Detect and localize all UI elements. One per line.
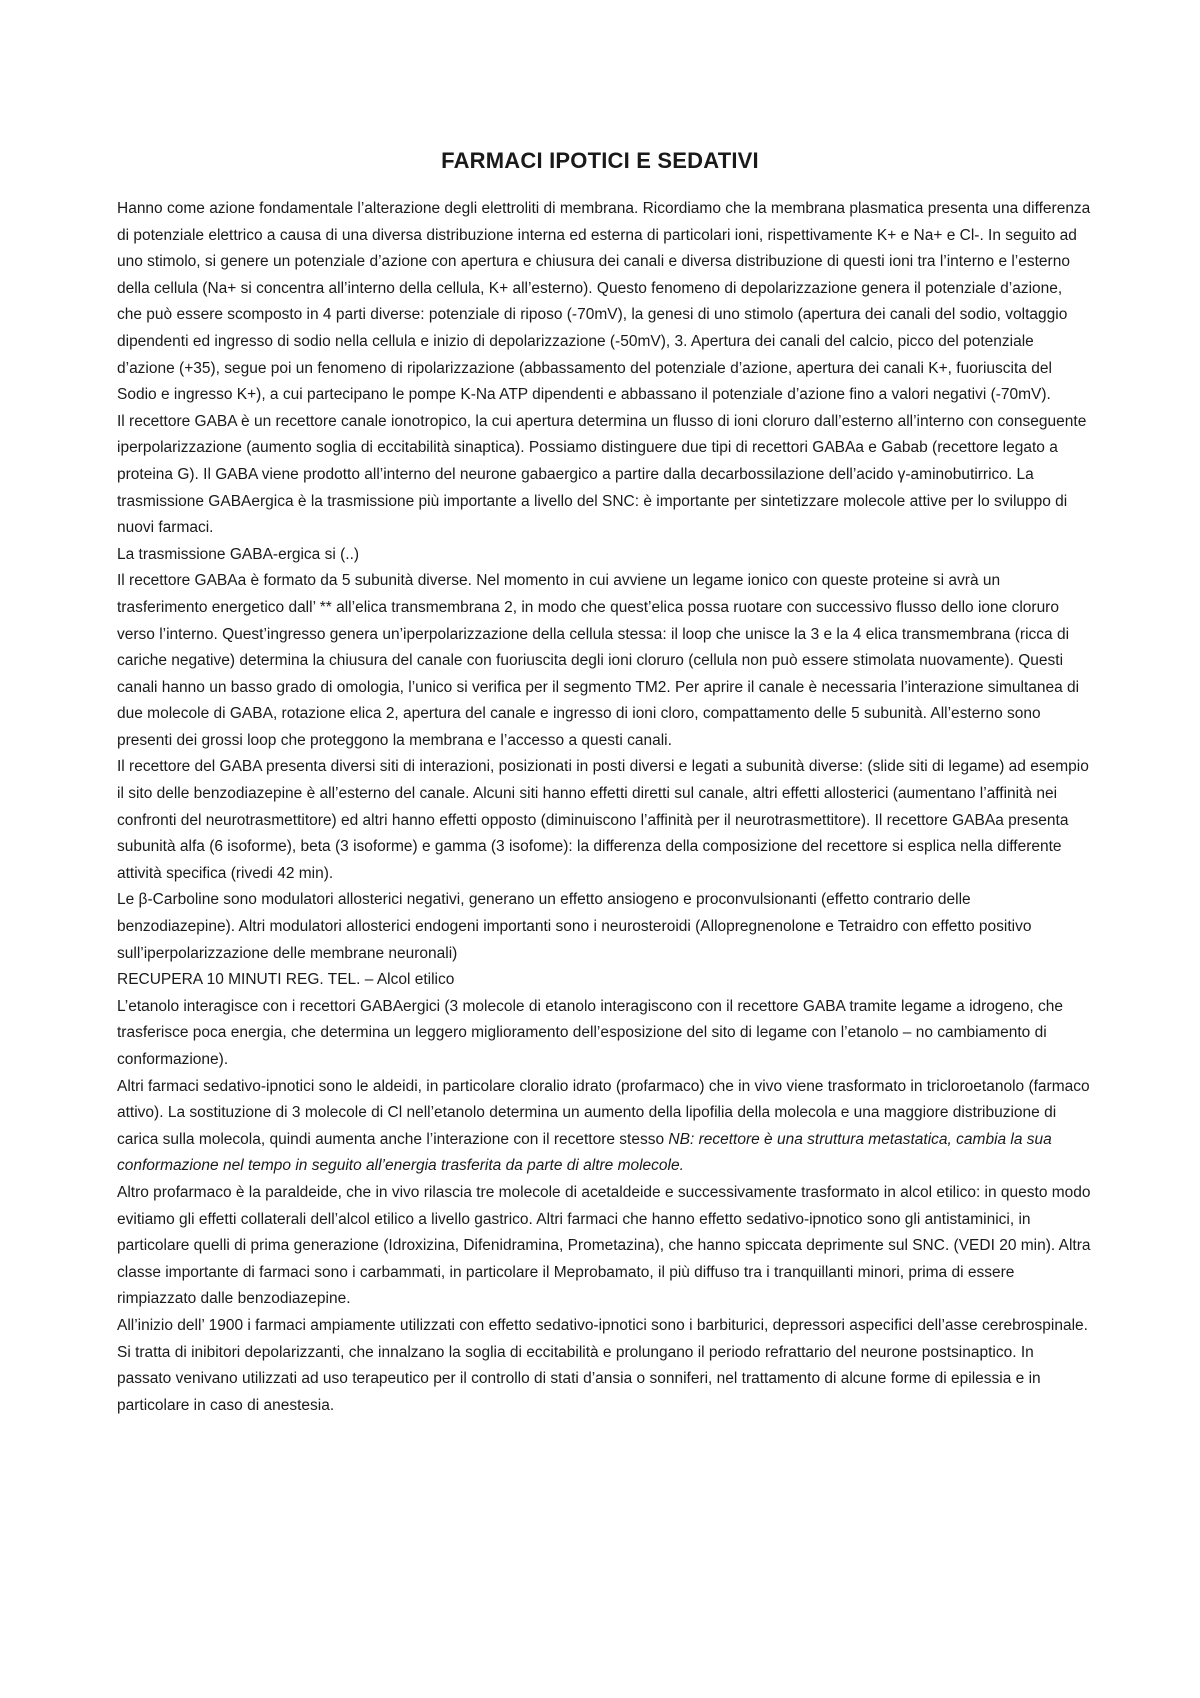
paragraph-aldehydes bbox=[117, 1074, 1091, 1180]
document-title: FARMACI IPOTICI E SEDATIVI bbox=[441, 148, 759, 173]
paragraph-barbiturates: All’inizio dell’ 1900 i farmaci ampiamente utilizzati con effetto sedativo-ipnotici sono i barbiturici, depressori aspecifici dell’asse cerebrospinale. Si tratta di inibitori depolarizzanti, che innalzano la soglia di eccitabilità e prolungano il periodo refrattario del neurone postsinaptico. In passato venivano utilizzati ad uso terapeutico per il controllo di stati d’ansia o sonniferi, nel trattamento di alcune forme di epilessia e in particolare in caso di anestesia. bbox=[117, 1316, 1088, 1414]
receptor-note: NB: recettore è una struttura metastatica, cambia la sua conformazione nel tempo in seguito all’energia trasferita da parte di altre molecole. bbox=[117, 1130, 1052, 1175]
paragraph-gaba-transmission: La trasmissione GABA-ergica si (..) bbox=[117, 545, 360, 563]
document-body bbox=[117, 196, 1091, 1419]
paragraph-membrane-potential: Hanno come azione fondamentale l’alterazione degli elettroliti di membrana. Ricordiamo che la membrana plasmatica presenta una differenza di potenziale elettrico a causa di una diversa distribuzione interna ed esterna di particolari ioni, rispettivamente K+ e Na+ e Cl-. In seguito ad uno stimolo, si genere un potenziale d’azione con apertura e chiusura dei canali e diversa distribuzione di questi ioni tra l’interno e l’esterno della cellula (Na+ si concentra all’interno della cellula, K+ all’esterno). Questo fenomeno di depolarizzazione genera il potenziale d’azione, che può essere scomposto in 4 parti diverse: potenziale di riposo (-70mV), la genesi di uno stimolo (apertura dei canali del sodio, voltaggio dipendenti ed ingresso di sodio nella cellula e inizio di depolarizzazione (-50mV), 3. Apertura dei canali del calcio, picco del potenziale d’azione (+35), segue poi un fenomeno di ripolarizzazione (abbassamento del potenziale d’azione, apertura dei canali K+, fuoriuscita del Sodio e ingresso K+), a cui partecipano le pompe K-Na ATP dipendenti e abbassano il potenziale d’azione fino a valori negativi (-70mV). bbox=[117, 200, 1091, 404]
paragraph-paraldehyde: Altro profarmaco è la paraldeide, che in vivo rilascia tre molecole di acetaldeide e successivamente trasformato in alcol etilico: in questo modo evitiamo gli effetti collaterali dell’alcol etilico a livello gastrico. Altri farmaci che hanno effetto sedativo-ipnotico sono gli antistaminici, in particolare quelli di prima generazione (Idroxizina, Difenidramina, Prometazina), che hanno spiccata deprimente sul SNC. (VEDI 20 min). Altra classe importante di farmaci sono i carbammati, in particolare il Meprobamato, il più diffuso tra i tranquillanti minori, prima di essere rimpiazzato dalle benzodiazepine. bbox=[117, 1183, 1091, 1308]
paragraph-ethanol: L’etanolo interagisce con i recettori GABAergici (3 molecole di etanolo interagiscono con il recettore GABA tramite legame a idrogeno, che trasferisce poca energia, che determina un leggero miglioramento dell’esposizione del sito di legame con l’etanolo – no cambiamento di conformazione). bbox=[117, 997, 1064, 1068]
paragraph-section-note: RECUPERA 10 MINUTI REG. TEL. – Alcol etilico bbox=[117, 971, 455, 989]
paragraph-beta-carbolines: Le β-Carboline sono modulatori allosterici negativi, generano un effetto ansiogeno e proconvulsionanti (effetto contrario delle benzodiazepine). Altri modulatori allosterici endogeni importanti sono i neurosteroidi (Allopregnenolone e Tetraidro con effetto positivo sull’iperpolarizzazione delle membrane neuronali) bbox=[117, 891, 1032, 962]
paragraph-gaba-receptor: Il recettore GABA è un recettore canale ionotropico, la cui apertura determina un flusso di ioni cloruro dall’esterno all’interno con conseguente iperpolarizzazione (aumento soglia di eccitabilità sinaptica). Possiamo distinguere due tipi di recettori GABAa e Gabab (recettore legato a proteina G). Il GABA viene prodotto all’interno del neurone gabaergico a partire dalla decarbossilazione dell’acido γ-aminobutirrico. La trasmissione GABAergica è la trasmissione più importante a livello del SNC: è importante per sintetizzare molecole attive per lo sviluppo di nuovi farmaci. bbox=[117, 412, 1087, 537]
aldehydes-text: Altri farmaci sedativo-ipnotici sono le aldeidi, in particolare cloralio idrato (profarmaco) che in vivo viene trasformato in tricloroetanolo (farmaco attivo). La sostituzione di 3 molecole di Cl nell’etanolo determina un aumento della lipofilia della molecola e una maggiore distribuzione di carica sulla molecola, quindi aumenta anche l’interazione con il recettore stesso bbox=[117, 1077, 1090, 1148]
paragraph-binding-sites: Il recettore del GABA presenta diversi siti di interazioni, posizionati in posti diversi e legati a subunità diverse: (slide siti di legame) ad esempio il sito delle benzodiazepine è all’esterno del canale. Alcuni siti hanno effetti diretti sul canale, altri effetti allosterici (aumentano l’affinità nei confronti del neurotrasmettitore) ed altri hanno effetti opposto (diminuiscono l’affinità per il neurotrasmettitore). Il recettore GABAa presenta subunità alfa (6 isoforme), beta (3 isoforme) e gamma (3 isofome): la differenza della composizione del recettore si esplica nella differente attività specifica (rivedi 42 min). bbox=[117, 758, 1089, 882]
paragraph-gabaa-structure: Il recettore GABAa è formato da 5 subunità diverse. Nel momento in cui avviene un legame ionico con queste proteine si avrà un trasferimento energetico dall’ ** all’elica transmembrana 2, in modo che quest’elica possa ruotare con successivo flusso dello ione cloruro verso l’interno. Quest’ingresso genera un’iperpolarizzazione della cellula stessa: il loop che unisce la 3 e la 4 elica transmembrana (ricca di cariche negative) determina la chiusura del canale con fuoriuscita degli ioni cloruro (cellula non può essere stimolata nuovamente). Questi canali hanno un basso grado di omologia, l’unico si verifica per il segmento TM2. Per aprire il canale è necessaria l’interazione simultanea di due molecole di GABA, rotazione elica 2, apertura del canale e ingresso di ioni cloro, compattamento delle 5 subunità. All’esterno sono presenti dei grossi loop che proteggono la membrana e l’accesso a questi canali. bbox=[117, 572, 1080, 749]
